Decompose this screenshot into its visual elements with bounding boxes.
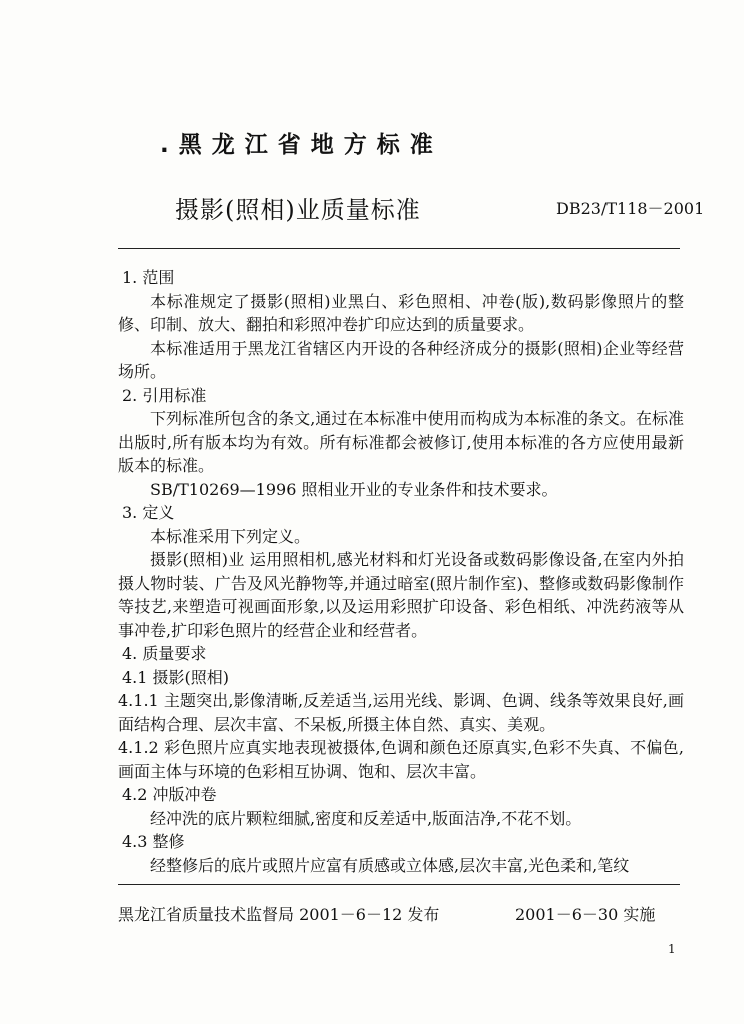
subsection-heading-retouching: 4.3 整修: [122, 832, 185, 851]
implementation-statement: 2001－6－30 实施: [515, 905, 656, 924]
paragraph-4-1-2: 4.1.2 彩色照片应真实地表现被摄体,色调和颜色还原真实,色彩不失真、不偏色,画面主体与环境的色彩相互协调、饱和、层次丰富。: [118, 738, 684, 781]
paragraph-scope-2: 本标准适用于黑龙江省辖区内开设的各种经济成分的摄影(照相)企业等经营场所。: [118, 338, 684, 381]
subsection-heading-photography: 4.1 摄影(照相): [122, 667, 230, 687]
paragraph-scope-1: 本标准规定了摄影(照相)业黑白、彩色照相、冲卷(版),数码影像照片的整修、印制、放大、翻拍和彩照冲卷扩印应达到的质量要求。: [118, 291, 684, 334]
paragraph-reference-standard: SB/T10269—1996 照相业开业的专业条件和技术要求。: [150, 479, 558, 499]
issue-statement: 黑龙江省质量技术监督局 2001－6－12 发布: [118, 905, 440, 924]
page-number: 1: [668, 942, 676, 956]
paragraph-definition-photography: 摄影(照相)业 运用照相机,感光材料和灯光设备或数码影像设备,在室内外拍摄人物时装、广告及风光静物等,并通过暗室(照片制作室)、整修或数码影像制作等技艺,来塑造可视画面形象,以及运用彩照扩印设备、彩色相纸、冲洗药液等从事冲卷,扩印彩色照片的经营企业和经营者。: [118, 550, 684, 640]
paragraph-definitions-1: 本标准采用下列定义。: [150, 526, 311, 546]
paragraph-4-1-1: 4.1.1 主题突出,影像清晰,反差适当,运用光线、影调、色调、线条等效果良好,画面结构合理、层次丰富、不呆板,所摄主体自然、真实、美观。: [118, 691, 684, 734]
standard-series-title: .黑龙江省地方标准: [160, 132, 443, 158]
subsection-heading-developing: 4.2 冲版冲卷: [122, 785, 217, 804]
section-heading-references: 2. 引用标准: [122, 385, 207, 405]
document-title: 摄影(照相)业质量标准: [175, 196, 421, 224]
header-rule: [118, 248, 680, 249]
paragraph-4-2: 经冲洗的底片颗粒细腻,密度和反差适中,版面洁净,不花不划。: [150, 808, 582, 828]
section-heading-quality: 4. 质量要求: [122, 644, 207, 663]
section-heading-definitions: 3. 定义: [122, 503, 175, 522]
paragraph-references-1: 下列标准所包含的条文,通过在本标准中使用而构成为本标准的条文。在标准出版时,所有版本均为有效。所有标准都会被修订,使用本标准的各方应使用最新版本的标准。: [118, 409, 684, 475]
standard-code: DB23/T118－2001: [556, 199, 705, 218]
section-heading-scope: 1. 范围: [122, 268, 175, 287]
document-body: [118, 266, 684, 877]
paragraph-4-3: 经整修后的底片或照片应富有质感或立体感,层次丰富,光色柔和,笔纹: [150, 855, 630, 875]
footer-rule: [118, 884, 680, 885]
